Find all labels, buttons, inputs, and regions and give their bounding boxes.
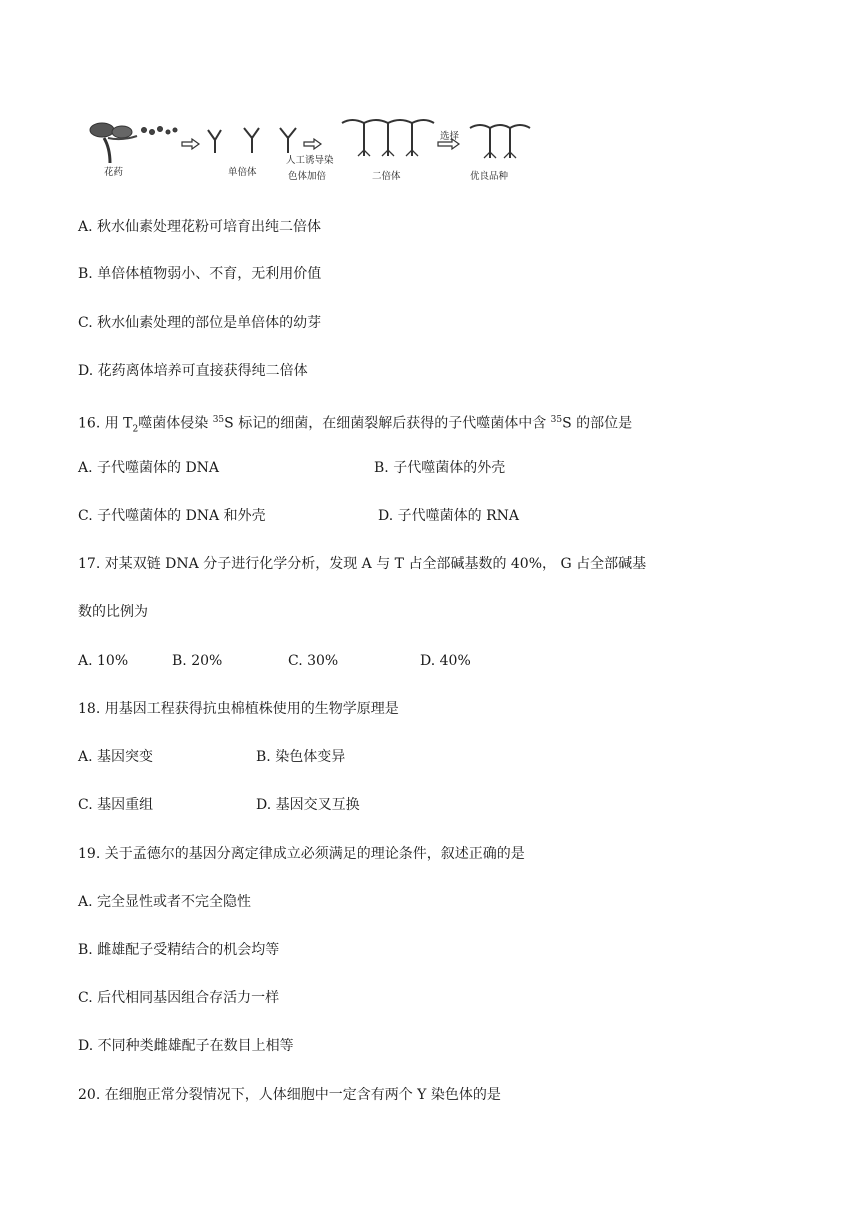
q18-option-b: B. 染色体变异 [256,749,346,765]
breeding-flow-diagram [82,108,564,188]
haploid-seedlings-illustration [208,128,296,153]
q20-stem: 20. 在细胞正常分裂情况下，人体细胞中一定含有两个 Y 染色体的是 [78,1087,501,1103]
q16-option-c: C. 子代噬菌体的 DNA 和外壳 [78,508,266,524]
q15-option-a: A. 秋水仙素处理花粉可培育出纯二倍体 [78,219,322,235]
q18-option-c: C. 基因重组 [78,797,154,813]
q19-option-a: A. 完全显性或者不完全隐性 [78,894,252,910]
q16-stem [78,411,632,438]
q19-stem: 19. 关于孟德尔的基因分离定律成立必须满足的理论条件，叙述正确的是 [78,846,525,862]
q15-option-c: C. 秋水仙素处理的部位是单倍体的幼芽 [78,315,322,331]
q17-option-d: D. 40% [420,653,471,669]
label-induce-line1: 人工诱导染 [286,155,334,166]
q15-option-d: D. 花药离体培养可直接获得纯二倍体 [78,363,308,379]
label-fine-variety: 优良品种 [470,171,509,182]
q18-option-a: A. 基因突变 [78,749,154,765]
fine-variety-plants-illustration [470,125,530,158]
diploid-plants-illustration [342,120,434,156]
label-select: 选择 [440,131,460,142]
q16-subscript: 2 [132,424,139,435]
q16-superscript: 35 [550,415,563,425]
q16-option-d: D. 子代噬菌体的 RNA [378,508,519,524]
q17-option-a: A. 10% [78,653,129,669]
anther-illustration [90,123,177,163]
q17-stem-line2: 数的比例为 [78,604,148,620]
label-induce-line2: 色体加倍 [288,171,327,182]
q16-stem-part: S 的部位是 [562,415,633,432]
q16-superscript: 35 [212,415,225,425]
arrow-right-icon [304,139,321,149]
label-haploid: 单倍体 [228,167,257,178]
label-diploid: 二倍体 [372,171,401,182]
q18-option-d: D. 基因交叉互换 [256,797,360,813]
q15-option-b: B. 单倍体植物弱小、不育，无利用价值 [78,266,322,282]
q17-option-b: B. 20% [172,653,223,669]
q17-stem-line1: 17. 对某双链 DNA 分子进行化学分析，发现 A 与 T 占全部碱基数的 40%， G 占全部碱基 [78,556,647,572]
q19-option-b: B. 雌雄配子受精结合的机会均等 [78,942,280,958]
q16-option-a: A. 子代噬菌体的 DNA [78,460,220,476]
q17-option-c: C. 30% [288,653,339,669]
q19-option-c: C. 后代相同基因组合存活力一样 [78,990,280,1006]
q16-stem-part: 16. 用 T [78,415,133,432]
label-anther: 花药 [104,167,124,178]
q16-stem-part: 噬菌体侵染 [138,415,213,432]
arrow-right-icon [182,139,199,149]
q18-stem: 18. 用基因工程获得抗虫棉植株使用的生物学原理是 [78,701,399,717]
q16-option-b: B. 子代噬菌体的外壳 [374,460,506,476]
q19-option-d: D. 不同种类雌雄配子在数目上相等 [78,1038,294,1054]
q16-stem-part: S 标记的细菌，在细菌裂解后获得的子代噬菌体中含 [224,415,551,432]
